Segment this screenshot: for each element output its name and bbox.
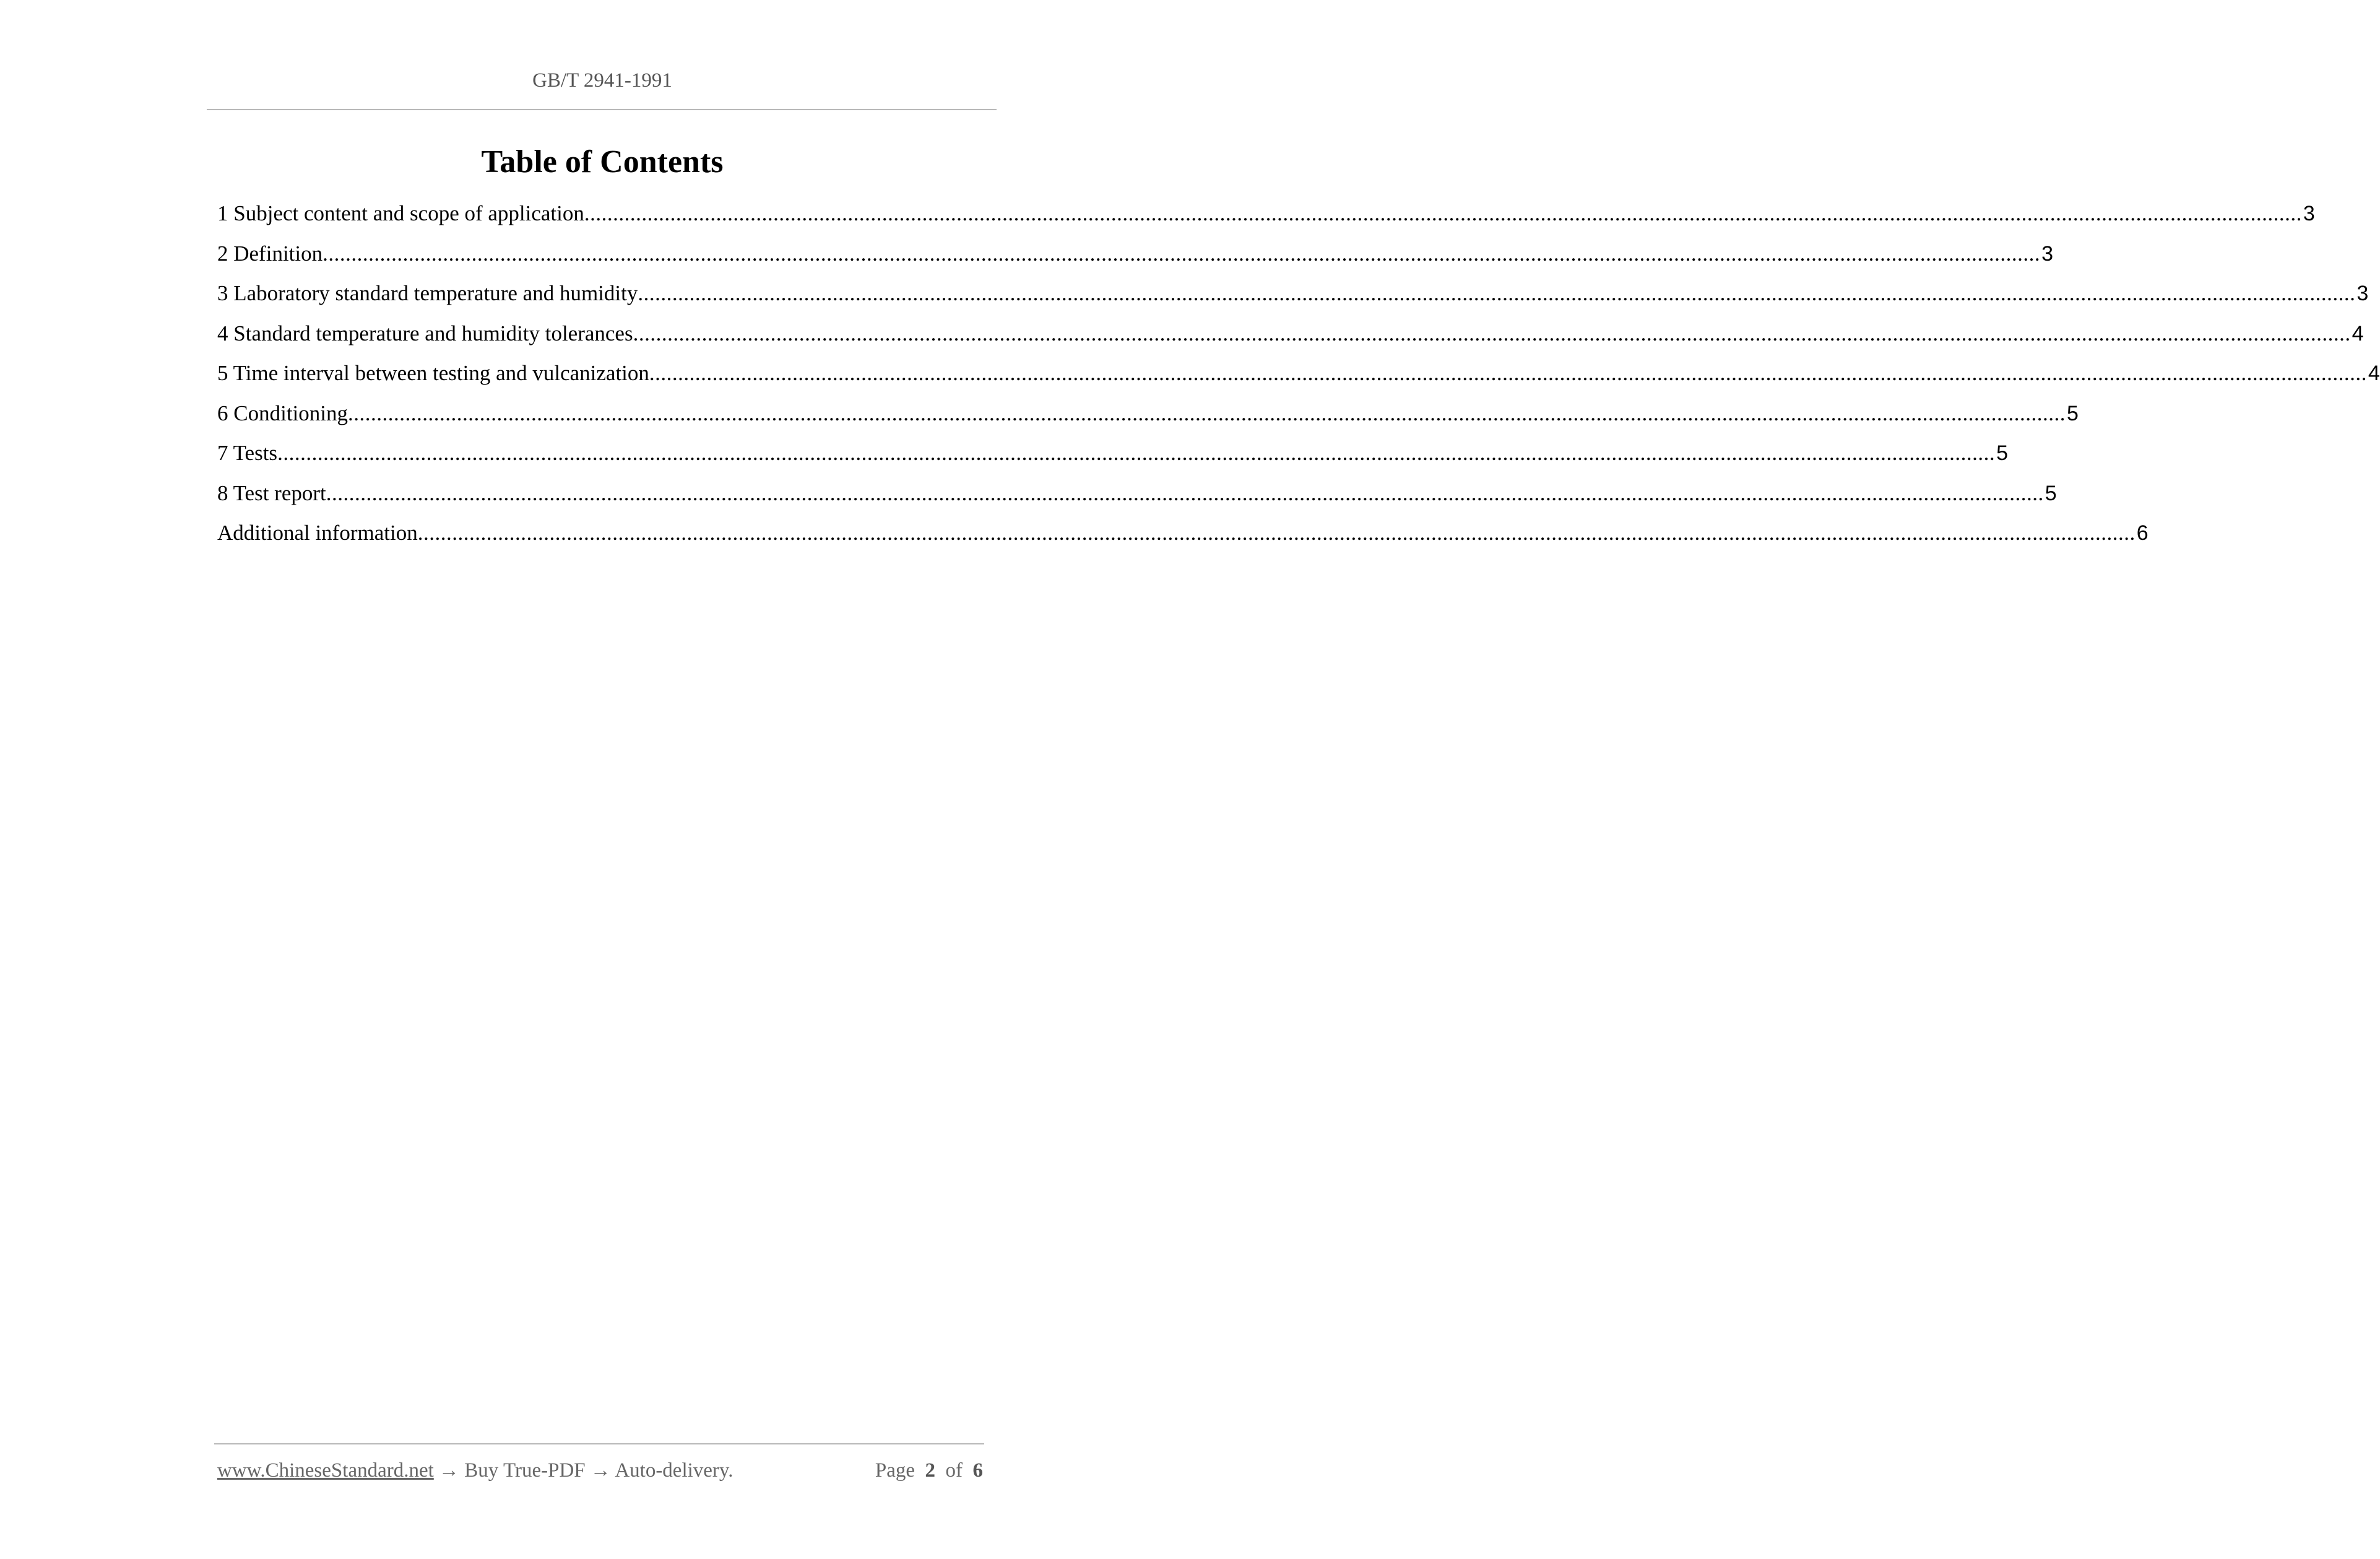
toc-entry-additional-information[interactable]: [217, 521, 2148, 561]
toc-entry-page: 6: [2136, 521, 2148, 545]
toc-entry-page: 4: [2368, 362, 2380, 385]
toc-entry-label: 7 Tests: [217, 441, 278, 465]
toc-entry-label: 5 Time interval between testing and vulcanization: [217, 361, 649, 385]
toc-heading: Table of Contents: [481, 144, 724, 180]
toc-entry-label: 6 Conditioning: [217, 401, 348, 425]
toc-list: [217, 201, 2380, 561]
toc-entry-label: 3 Laboratory standard temperature and humidity: [217, 281, 638, 305]
toc-entry-3-laboratory-standard[interactable]: [217, 281, 2369, 321]
toc-leader-dots: ............................................................................................................................................................................................................................................................................................................: [638, 281, 2356, 305]
toc-entry-2-definition[interactable]: [217, 241, 2054, 282]
toc-leader-dots: ............................................................................................................................................................................................................................................................................................................: [417, 521, 2136, 545]
toc-entry-label: 8 Test report: [217, 480, 326, 505]
footer-promo: [217, 1459, 733, 1482]
toc-entry-page: 3: [2356, 282, 2369, 305]
header-divider: [207, 109, 997, 110]
toc-entry-label: 2 Definition: [217, 241, 323, 266]
website-link[interactable]: www.ChineseStandard.net: [217, 1459, 434, 1482]
running-header: GB/T 2941-1991: [532, 69, 672, 92]
footer-divider: [214, 1443, 984, 1444]
toc-entry-1-subject-content[interactable]: [217, 201, 2315, 241]
current-page-number: 2: [925, 1459, 935, 1482]
arrow-right-icon: →: [439, 1459, 460, 1482]
toc-entry-page: 4: [2352, 321, 2364, 345]
page-footer: [217, 1459, 983, 1482]
toc-entry-4-tolerances[interactable]: [217, 321, 2364, 362]
toc-entry-page: 3: [2041, 241, 2054, 266]
auto-delivery-text: Auto-delivery.: [615, 1459, 733, 1482]
buy-true-pdf-text: Buy True-PDF: [464, 1459, 586, 1482]
toc-entry-label: 1 Subject content and scope of application: [217, 201, 584, 225]
toc-entry-page: 5: [2045, 481, 2057, 505]
toc-leader-dots: ............................................................................................................................................................................................................................................................................................................: [326, 480, 2044, 505]
page-label: Page: [875, 1459, 915, 1482]
toc-entry-label: Additional information: [217, 521, 418, 545]
toc-leader-dots: ............................................................................................................................................................................................................................................................................................................: [584, 201, 2302, 225]
toc-leader-dots: ............................................................................................................................................................................................................................................................................................................: [633, 321, 2351, 345]
toc-leader-dots: ............................................................................................................................................................................................................................................................................................................: [277, 441, 1996, 465]
toc-entry-label: 4 Standard temperature and humidity tolerances: [217, 321, 633, 345]
toc-entry-page: 3: [2303, 202, 2315, 225]
toc-leader-dots: ............................................................................................................................................................................................................................................................................................................: [348, 401, 2066, 425]
toc-leader-dots: ............................................................................................................................................................................................................................................................................................................: [649, 361, 2367, 385]
toc-entry-page: 5: [1996, 441, 2008, 465]
of-label: of: [945, 1459, 963, 1482]
toc-entry-6-conditioning[interactable]: [217, 401, 2079, 441]
arrow-right-icon: →: [590, 1459, 611, 1482]
toc-entry-5-time-interval[interactable]: [217, 361, 2380, 401]
toc-entry-7-tests[interactable]: [217, 441, 2008, 481]
toc-leader-dots: ............................................................................................................................................................................................................................................................................................................: [322, 241, 2041, 266]
page-number-indicator: [875, 1459, 983, 1482]
toc-entry-page: 5: [2067, 401, 2079, 425]
toc-entry-8-test-report[interactable]: [217, 480, 2057, 521]
total-pages-number: 6: [972, 1459, 983, 1482]
